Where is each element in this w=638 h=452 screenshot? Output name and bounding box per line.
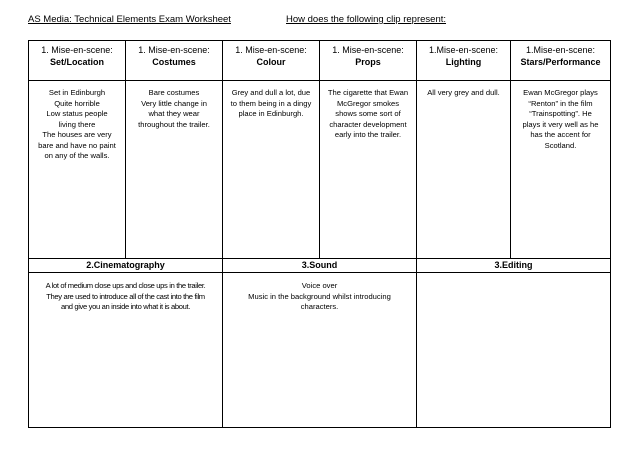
stars-performance-header: 1.Mise-en-scene: Stars/Performance [511, 41, 611, 81]
sections-header-row [29, 259, 611, 273]
worksheet-table [28, 40, 611, 428]
mise-en-scene-answer-row [29, 81, 611, 259]
set-location-answer: Set in Edinburgh Quite horrible Low status people living there The houses are very bare and have no paint on any of the walls. [29, 81, 126, 259]
props-answer: The cigarette that Ewan McGregor smokes shows some sort of character development early into the trailer. [320, 81, 417, 259]
sections-answer-row [29, 273, 611, 428]
colour-header: 1. Mise-en-scene: Colour [223, 41, 320, 81]
sound-header: 3.Sound [223, 259, 417, 273]
editing-answer [417, 273, 611, 428]
lighting-answer: All very grey and dull. [417, 81, 511, 259]
colour-answer: Grey and dull a lot, due to them being in a dingy place in Edinburgh. [223, 81, 320, 259]
mise-en-scene-header-row [29, 41, 611, 81]
worksheet-question: How does the following clip represent: [286, 14, 447, 25]
editing-header: 3.Editing [417, 259, 611, 273]
worksheet-title: AS Media: Technical Elements Exam Worksheet [28, 14, 231, 25]
sound-answer: Voice over Music in the background whilst introducing characters. [223, 273, 417, 428]
set-location-header: 1. Mise-en-scene: Set/Location [29, 41, 126, 81]
costumes-header: 1. Mise-en-scene: Costumes [126, 41, 223, 81]
worksheet-header [28, 14, 618, 28]
lighting-header: 1.Mise-en-scene: Lighting [417, 41, 511, 81]
cinematography-header: 2.Cinematography [29, 259, 223, 273]
cinematography-answer: A lot of medium close ups and close ups in the trailer. They are used to introduce all of the cast into the film and give you an inside into what it is about. [29, 273, 223, 428]
props-header: 1. Mise-en-scene: Props [320, 41, 417, 81]
costumes-answer: Bare costumes Very little change in what they wear throughout the trailer. [126, 81, 223, 259]
stars-performance-answer: Ewan McGregor plays “Renton” in the film “Trainspotting”. He plays it very well as he has the accent for Scotland. [511, 81, 611, 259]
